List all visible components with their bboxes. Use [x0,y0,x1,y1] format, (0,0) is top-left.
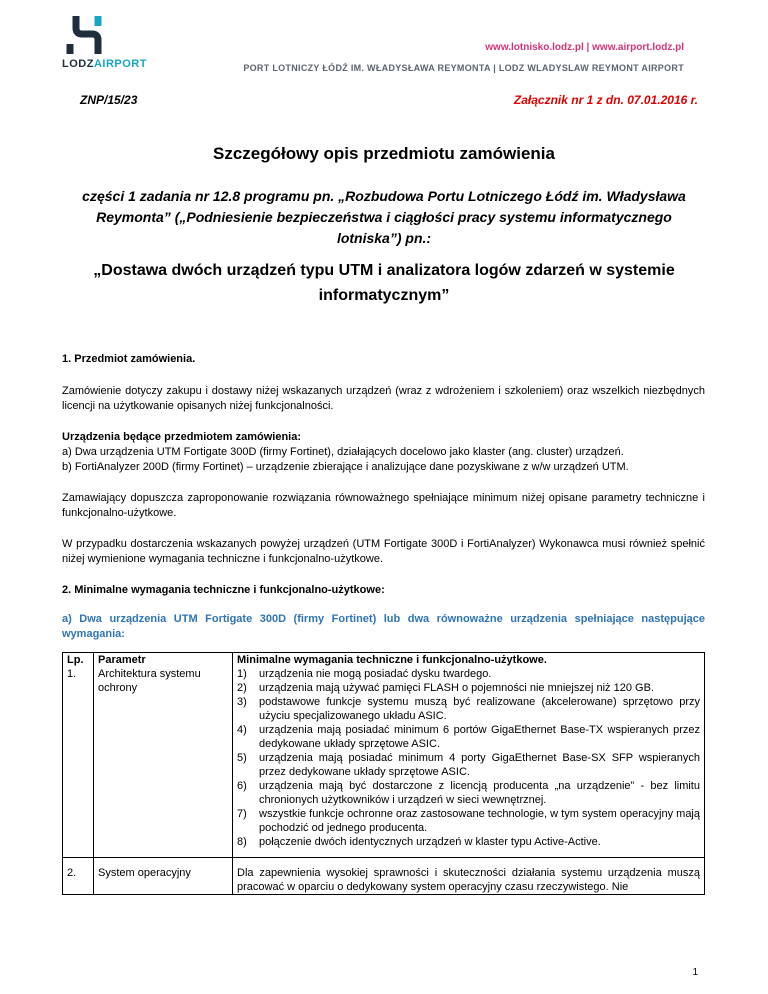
equivalent-note: Zamawiający dopuszcza zaproponowanie rozwiązania równoważnego spełniające minimum niżej opisane parametry techniczne i funkcjonalno-użytkowe. [62,492,705,519]
list-item: 6) urządzenia mają być dostarczone z licencją producenta „na urządzenie” - bez limitu chronionych użytkowników i urządzeń w sieci wewnętrznej. [237,780,700,806]
list-item: 7) wszystkie funkcje ochronne oraz zastosowane technologie, w tym system operacyjny mają pochodzić od jednego producenta. [237,808,700,834]
requirements-table [62,652,705,895]
device-a: a) Dwa urządzenia UTM Fortigate 300D (firmy Fortinet), działających docelowo jako klaster (ang. cluster) urządzeń. [62,446,624,458]
document-subtitle: części 1 zadania nr 12.8 programu pn. „Rozbudowa Portu Lotniczego Łódź im. Władysława Reymonta” („Podniesienie bezpieczeństwa i ciągłości pracy systemu informatycznego lotniska”) pn.: [82,188,686,246]
devices-block [62,430,705,475]
device-b: b) FortiAnalyzer 200D (firmy Fortinet) – urządzenie zbierające i analizujące dane pozyskiwane z w/w urządzeń UTM. [62,461,629,473]
row1-param: Architektura systemu ochrony [98,668,201,694]
logo-wordmark [62,58,147,70]
list-item: 1) urządzenia nie mogą posiadać dysku twardego. [237,668,492,680]
document-title: Szczegółowy opis przedmiotu zamówienia [213,144,555,163]
port-name: PORT LOTNICZY ŁÓDŹ IM. WŁADYSŁAWA REYMONTA | LODZ WLADYSLAW REYMONT AIRPORT [243,63,684,73]
list-item: 2) urządzenia mają używać pamięci FLASH o pojemności nie mniejszej niż 120 GB. [237,682,654,694]
devices-heading: Urządzenia będące przedmiotem zamówienia: [62,431,302,443]
row1-lp: 1. [67,668,77,680]
row2-text: Dla zapewnienia wysokiej sprawności i skuteczności działania systemu urządzenia muszą pracować w oparciu o dedykowany system operacyjny czasu rzeczywistego. Nie [233,858,705,895]
reference-number: ZNP/15/23 [80,93,138,107]
param-header: Parametr [98,654,146,666]
list-item: 4) urządzenia mają posiadać minimum 6 portów GigaEthernet Base-TX wspieranych przez dedykowane układy sprzętowe ASIC. [237,724,700,750]
requirements-list [237,667,700,849]
table-row [63,653,705,858]
list-item: 8) połączenie dwóch identycznych urządzeń w klaster typu Active-Active. [237,836,601,848]
lp-header: Lp. [67,654,84,666]
websites-link[interactable]: www.lotnisko.lodz.pl | www.airport.lodz.pl [485,42,684,53]
section1-heading: 1. Przedmiot zamówienia. [62,353,196,365]
order-title: „Dostawa dwóch urządzeń typu UTM i analizatora logów zdarzeń w systemie informatycznym” [93,262,675,304]
list-item: 5) urządzenia mają posiadać minimum 4 porty GigaEthernet Base-SX SFP wspieranych przez dedykowane układy sprzętowe ASIC. [237,752,700,778]
page-number: 1 [692,967,698,978]
logo-airport: AIRPORT [93,58,147,70]
lp-cell [63,653,94,858]
table-row [63,858,705,895]
list-item: 3) podstawowe funkcje systemu muszą być realizowane (akcelerowane) sprzętowo przy użyciu specjalizowanego układu ASIC. [237,696,700,722]
param-cell [94,653,233,858]
attachment-date: Załącznik nr 1 z dn. 07.01.2016 r. [513,93,698,107]
requirements-header: Minimalne wymagania techniczne i funkcjonalno-użytkowe. [237,654,547,666]
section2-heading: 2. Minimalne wymagania techniczne i funkcjonalno-użytkowe: [62,584,385,596]
delivery-note: W przypadku dostarczenia wskazanych powyżej urządzeń (UTM Fortigate 300D i FortiAnalyzer) Wykonawca musi również spełnić niżej wymienione wymagania techniczne i funkcjonalno-użytkowe. [62,538,705,565]
page-number-container [0,967,768,978]
section1-intro: Zamówienie dotyczy zakupu i dostawy niżej wskazanych urządzeń (wraz z wdrożeniem i szkoleniem) oraz wszelkich niezbędnych licencji na użytkowanie opisanych niżej funkcjonalności. [62,385,705,412]
row2-param: System operacyjny [94,858,233,895]
logo-lodz: LODZ [62,58,94,70]
airport-logo-icon [62,14,112,56]
section2-sub-a: a) Dwa urządzenia UTM Fortigate 300D (firmy Fortinet) lub dwa równoważne urządzenia spełniające następujące wymagania: [62,613,705,640]
requirements-cell [233,653,705,858]
row2-lp: 2. [63,858,94,895]
